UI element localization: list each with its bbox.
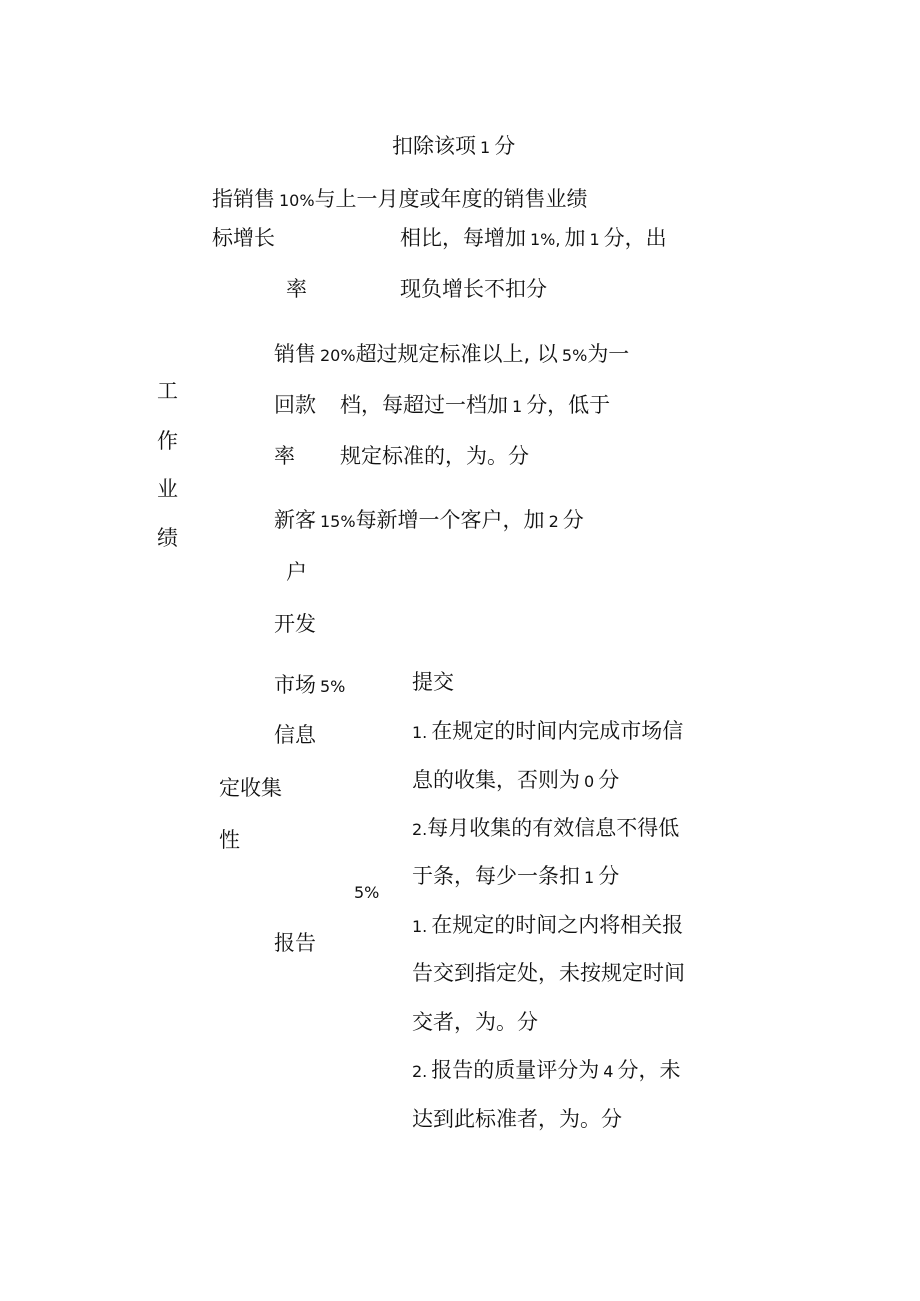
text-line-market-label: 市场 5%: [274, 673, 346, 697]
text-line-market-rule-1b: 息的收集，否则为 0 分: [412, 768, 620, 792]
text-line-report-weight: 5%: [354, 883, 380, 902]
text-line-development: 开发: [274, 612, 316, 636]
text-line-growth-rule: 相比，每增加 1%, 加 1 分，出: [400, 226, 667, 250]
text-line-collection-rate: 率: [274, 444, 295, 468]
text-line-market-rule-1: 1. 在规定的时间内完成市场信: [412, 719, 684, 743]
text-line-report-rule-2: 2. 报告的质量评分为 4 分，未: [412, 1058, 681, 1082]
text-line-negative-growth: 现负增长不扣分: [400, 277, 547, 301]
text-line-report-label: 报告: [274, 931, 316, 955]
text-line-collection-rule: 销售 20%超过规定标准以上, 以 5%为一: [274, 342, 630, 366]
text-line-rate-label: 率: [286, 277, 307, 301]
side-label-char-4: 绩: [157, 526, 178, 550]
text-line-household: 户: [286, 560, 307, 584]
text-line-submit: 提交: [412, 670, 454, 694]
text-line-collection-step: 档，每超过一档加 1 分，低于: [340, 393, 611, 417]
text-line-collection-label: 回款: [274, 393, 316, 417]
text-line-market-rule-2: 2.每月收集的有效信息不得低: [412, 816, 680, 840]
text-line-nature-label: 性: [219, 828, 240, 852]
text-line-sales-indicator: 指销售 10%与上一月度或年度的销售业绩: [212, 187, 588, 211]
side-label-char-3: 业: [157, 477, 178, 501]
text-line-new-customer: 新客 15%每新增一个客户，加 2 分: [274, 508, 584, 532]
text-line-collection-below: 规定标准的，为。分: [340, 444, 529, 468]
side-label-char-2: 作: [157, 429, 178, 453]
side-label-char-1: 工: [157, 379, 178, 403]
text-line-market-rule-2b: 于条，每少一条扣 1 分: [412, 864, 620, 888]
text-line-growth-label: 标增长: [212, 226, 275, 250]
text-line-report-rule-2b: 达到此标准者，为。分: [412, 1107, 622, 1131]
text-line-collect-label: 定收集: [219, 776, 282, 800]
text-line-report-rule-1: 1. 在规定的时间之内将相关报: [412, 913, 684, 937]
text-line-report-rule-1c: 交者，为。分: [412, 1010, 538, 1034]
text-line-report-rule-1b: 告交到指定处，未按规定时间: [412, 961, 685, 985]
text-line-info-label: 信息: [274, 723, 316, 747]
text-line-deduct: 扣除该项 1 分: [392, 134, 516, 158]
